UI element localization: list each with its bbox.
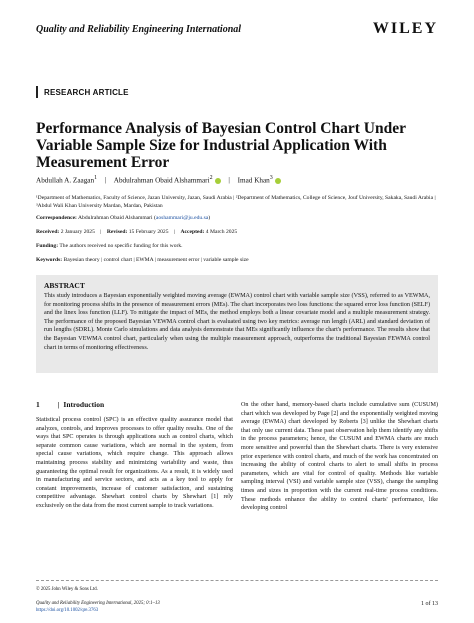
author-name[interactable]: Abdullah A. Zaagan: [36, 176, 95, 185]
author-separator: |: [104, 176, 107, 185]
author-name[interactable]: Imad Khan: [237, 176, 270, 185]
journal-name[interactable]: Quality and Reliability Engineering International: [36, 24, 242, 35]
footer-citation: Quality and Reliability Engineering International, 2025; 0:1–13: [36, 601, 160, 606]
keywords-text: Bayesian theory | control chart | EWMA | measurement error | variable sample size: [63, 257, 249, 263]
affiliations: ¹Department of Mathematics, Faculty of Science, Jazan University, Jazan, Saudi Arabia | ²Department of Mathematics, College of Science, Jouf University, Sakaka, Saudi Arabia | ³Abdul Wali Khan University Mardan, Mardan, Pakistan: [36, 195, 436, 209]
funding-label: Funding:: [36, 243, 59, 249]
article-title: Performance Analysis of Bayesian Control Chart Under Variable Sample Size for Industrial Application With Measurement Error: [36, 120, 406, 171]
orcid-icon[interactable]: [215, 178, 221, 184]
revised-label: Revised:: [106, 229, 128, 235]
body-column-right: On the other hand, memory-based charts include cumulative sum (CUSUM) chart which was developed by Page [2] and the exponentially weighted moving average (EWMA) chart developed by Roberts [3] unlike the Shewhart charts that only use current data. These past observation help them identify any shifts in the process parameters; hence, the CUSUM and EWMA charts are much more sensitive and powerful than the Shewhart charts. There is very extensive prior experience with control charts, and much of the work has concentrated on increasing the ability of control charts to alert to small shifts in process parameters, which are vital for control of quality. Methods like variable sampling interval (VSI) and variable sample size (VSS), change the sampling times and sizes in proportion with the current real-time process conditions. These methods enhance the ability to control charts' performance, like developing control: [241, 402, 438, 512]
footer-doi-link[interactable]: https://doi.org/10.1002/qre.3763: [36, 608, 99, 613]
author-affiliation-mark: 1: [94, 175, 98, 181]
date-separator: |: [173, 229, 176, 235]
correspondence-text: Abdulrahman Obaid Alshammari (: [78, 215, 156, 221]
correspondence-email-link[interactable]: aoshammari@ju.edu.sa: [155, 215, 209, 221]
article-type-label: [36, 86, 129, 98]
correspondence-line: [36, 214, 438, 222]
accepted-label: Accepted:: [180, 229, 205, 235]
article-type-text: RESEARCH ARTICLE: [44, 87, 129, 97]
received-date: 2 January 2025: [60, 229, 95, 235]
abstract-text: This study introduces a Bayesian exponentially weighted moving average (EWMA) control chart with variable sample size (VSS), referred to as VEWMA, for monitoring process shifts in the presence of measurement errors (MEs). The chart incorporates two loss functions: the squared error loss function (SELF) and the linex loss function (LLF). To mitigate the impact of MEs, the method employs both a linear covariate model and a multiple measurement strategy. The performance of the proposed Bayesian VEWMA control chart is evaluated using two key metrics: average run length (ARL) and standard deviation of run lengths (SDRL). Monte Carlo simulations and data analysis demonstrate that MEs significantly influence the chart's performance. The results show that the Bayesian VEWMA control chart, particularly when using the multiple measurement approach, outperforms the traditional Bayesian FEWMA control chart in terms of monitoring effectiveness.: [44, 293, 430, 351]
page-number: 1 of 13: [421, 601, 438, 607]
dates-line: [36, 228, 438, 236]
section-number: 1: [36, 400, 40, 409]
author-list: [36, 174, 456, 185]
footer-divider: [36, 580, 438, 581]
section-title: Introduction: [63, 400, 105, 409]
article-type-bar: [36, 86, 38, 98]
abstract-heading: ABSTRACT: [44, 281, 85, 290]
publisher-logo[interactable]: WILEY: [372, 20, 438, 37]
received-label: Received:: [36, 229, 60, 235]
author-affiliation-mark: 3: [269, 175, 273, 181]
funding-text: The authors received no specific funding for this work.: [59, 243, 183, 249]
correspondence-label: Correspondence:: [36, 215, 77, 221]
revised-date: 15 February 2025: [128, 229, 169, 235]
section-heading: [36, 400, 104, 409]
author-name[interactable]: Abdulrahman Obaid Alshammari: [113, 176, 210, 185]
orcid-icon[interactable]: [275, 178, 281, 184]
accepted-date: 4 March 2025: [205, 229, 238, 235]
section-separator: |: [57, 400, 60, 409]
copyright-notice: © 2025 John Wiley & Sons Ltd.: [36, 587, 98, 592]
author-affiliation-mark: 2: [209, 175, 213, 181]
correspondence-close: ): [208, 215, 211, 221]
body-column-left: Statistical process control (SPC) is an effective quality assurance model that analyzes, controls, and improves processes to offer quality results. One of the ways that SPC operates is through applications such as control charts, which separate common cause variations, which are normal in the system, from special cause variations, which require change. This approach allows maintaining process stability and minimizing variability and waste, thus guaranteeing the optimal result for organizations. As a result, it is widely used in manufacturing and service sectors, and acts as a key tool to apply for constant improvements, increase of customer satisfaction, and sustaining competitive advantage. Shewhart control charts by Shewhart [1] rely exclusively on the data from the most current sample to track variations.: [36, 417, 233, 509]
keywords-line: [36, 256, 438, 264]
abstract-box: [36, 275, 438, 373]
keywords-label: Keywords:: [36, 257, 63, 263]
funding-line: [36, 242, 438, 250]
author-separator: |: [228, 176, 230, 185]
date-separator: |: [100, 229, 102, 235]
